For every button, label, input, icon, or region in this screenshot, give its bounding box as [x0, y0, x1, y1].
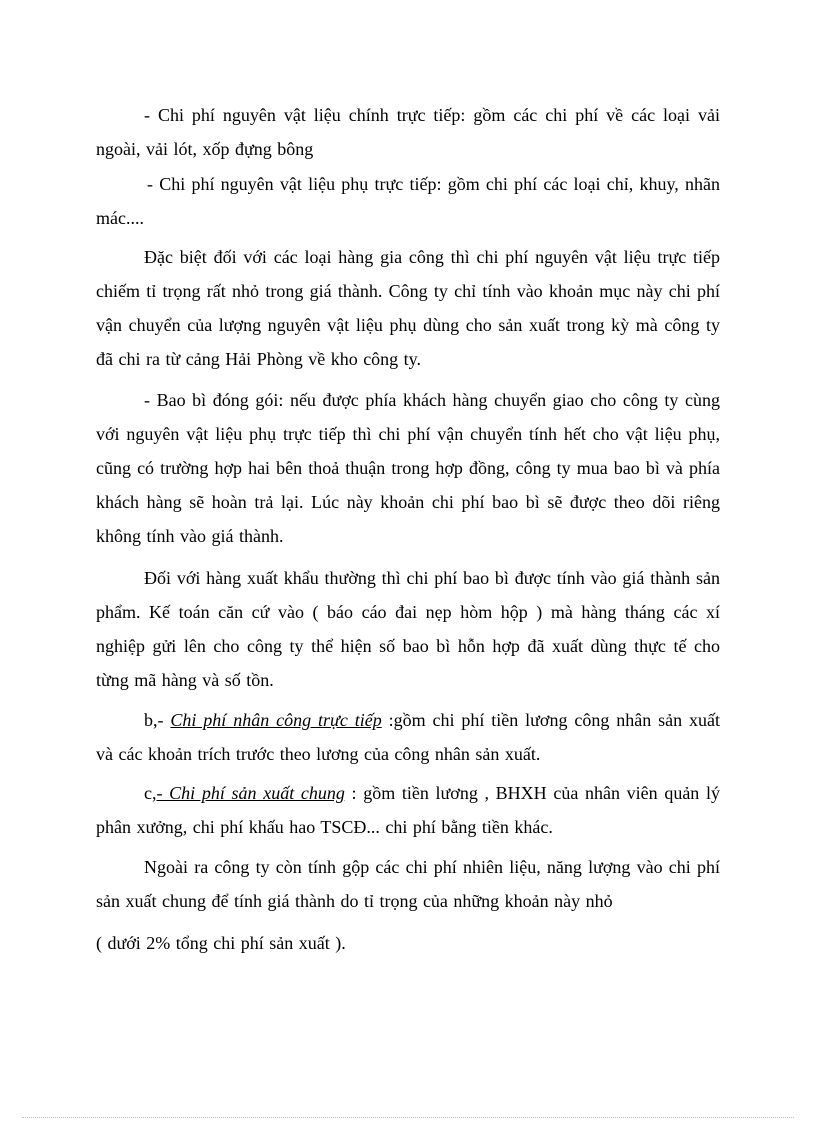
item-prefix: c,: [144, 783, 157, 803]
text-line: cũng có trường hợp hai bên thoả thuận trong hợp đồng, công ty mua bao bì và phía: [96, 458, 720, 478]
text-line: nghiệp gửi lên cho công ty thể hiện số bao bì hỗn hợp đã xuất dùng thực tế cho: [96, 636, 720, 656]
text-line: [96, 776, 720, 810]
text-line: chiếm tỉ trọng rất nhỏ trong giá thành. Công ty chỉ tính vào khoản mục này chi phí: [96, 281, 720, 301]
paragraph-indirect-materials: [96, 167, 720, 235]
text-line: - Chi phí nguyên vật liệu phụ trực tiếp: gồm chi phí các loại chỉ, khuy, nhãn: [147, 174, 720, 194]
paragraph-overhead: [96, 776, 720, 844]
text-line: vận chuyển của lượng nguyên vật liệu phụ dùng cho sản xuất trong kỳ mà công ty: [96, 315, 720, 335]
paragraph-export-goods: [96, 561, 720, 697]
paragraph-processing-goods: [96, 240, 720, 376]
text-line: không tính vào giá thành.: [96, 526, 284, 546]
text-line: mác....: [96, 208, 144, 228]
text-line: - Chi phí nguyên vật liệu chính trực tiếp: gồm các chi phí về các loại vải: [144, 105, 720, 125]
section-term: - Chi phí sản xuất chung: [156, 783, 345, 803]
paragraph-percentage-note: [96, 926, 720, 960]
text-line: ngoài, vải lót, xốp đựng bông: [96, 139, 314, 159]
paragraph-direct-materials: [96, 98, 720, 166]
text-line-rest: : gồm tiền lương , BHXH của nhân viên quản lý: [344, 783, 720, 803]
text-line: [96, 703, 720, 737]
text-line: - Bao bì đóng gói: nếu được phía khách hàng chuyển giao cho công ty cùng: [144, 390, 720, 410]
paragraph-direct-labor: [96, 703, 720, 771]
text-line: Đối với hàng xuất khẩu thường thì chi phí bao bì được tính vào giá thành sản: [144, 568, 720, 588]
page-bottom-divider: [22, 1117, 794, 1118]
paragraph-packaging: [96, 383, 720, 553]
text-line: phẩm. Kế toán căn cứ vào ( báo cáo đai nẹp hòm hộp ) mà hàng tháng các xí: [96, 602, 720, 622]
text-line-rest: :gồm chi phí tiền lương công nhân sản xuất: [381, 710, 720, 730]
text-line: Ngoài ra công ty còn tính gộp các chi phí nhiên liệu, năng lượng vào chi phí: [144, 857, 720, 877]
text-line: với nguyên vật liệu phụ trực tiếp thì chi phí vận chuyển tính hết cho vật liệu phụ,: [96, 424, 720, 444]
paragraph-fuel-energy: [96, 850, 720, 918]
text-line: sản xuất chung để tính giá thành do tỉ trọng của những khoản này nhỏ: [96, 891, 613, 911]
text-line: từng mã hàng và số tồn.: [96, 670, 274, 690]
text-line: đã chi ra từ cảng Hải Phòng về kho công ty.: [96, 349, 422, 369]
text-line: phân xưởng, chi phí khấu hao TSCĐ... chi phí bằng tiền khác.: [96, 817, 553, 837]
text-line: và các khoản trích trước theo lương của công nhân sản xuất.: [96, 744, 541, 764]
text-line: khách hàng sẽ hoàn trả lại. Lúc này khoản chi phí bao bì sẽ được theo dõi riêng: [96, 492, 720, 512]
section-term: Chi phí nhân công trực tiếp: [170, 710, 382, 730]
item-prefix: b,-: [144, 710, 171, 730]
text-line: Đặc biệt đối với các loại hàng gia công thì chi phí nguyên vật liệu trực tiếp: [144, 247, 720, 267]
text-line: ( dưới 2% tổng chi phí sản xuất ).: [96, 933, 346, 953]
